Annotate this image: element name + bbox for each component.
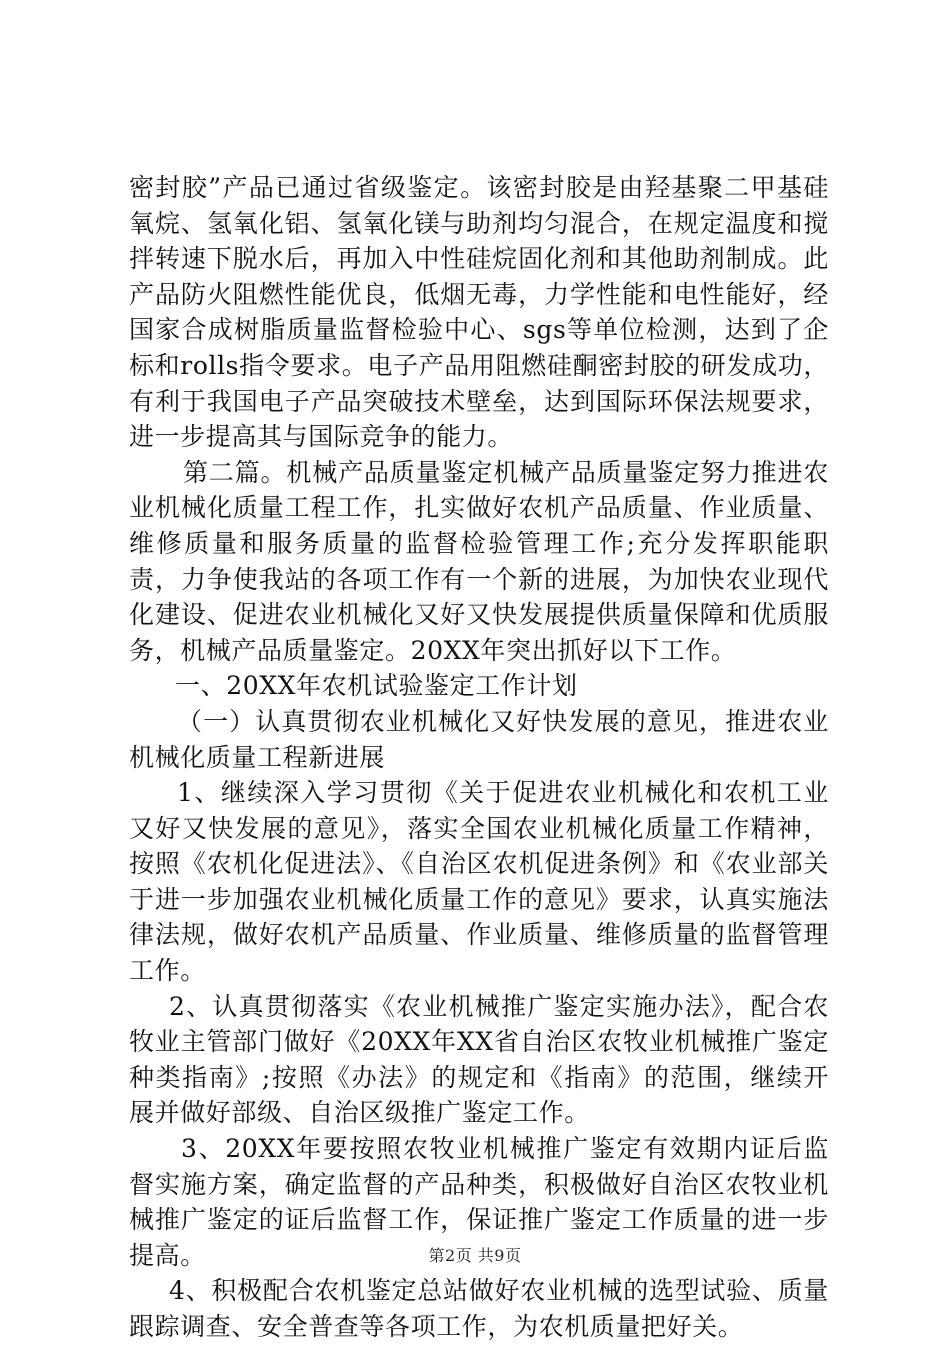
list-item-2: 2、认真贯彻落实《农业机械推广鉴定实施办法》，配合农牧业主管部门做好《20XX年XX省自治区农牧业机械推广鉴定种类指南》;按照《办法》的规定和《指南》的范围，继续开展并做好部级、自治区级推广鉴定工作。 [129, 991, 829, 1128]
paragraph-second-article-intro: 第二篇。机械产品质量鉴定机械产品质量鉴定努力推进农业机械化质量工程工作，扎实做好农机产品质量、作业质量、维修质量和服务质量的监督检验管理工作;充分发挥职能职责，力争使我站的各项工作有一个新的进展，为加快农业现代化建设、促进农业机械化又好又快发展提供质量保障和优质服务，机械产品质量鉴定。20XX年突出抓好以下工作。 [129, 457, 829, 665]
list-item-1: 1、继续深入学习贯彻《关于促进农业机械化和农机工业又好又快发展的意见》，落实全国农业机械化质量工作精神，按照《农机化促进法》、《自治区农机促进条例》和《农业部关于进一步加强农业机械化质量工作的意见》要求，认真实施法律法规，做好农机产品质量、作业质量、维修质量的监督管理工作。 [129, 778, 829, 986]
page-number-footer: 第2页 共9页 [428, 1246, 522, 1265]
section-heading-work-plan: 一、20XX年农机试验鉴定工作计划 [175, 671, 578, 701]
list-item-4: 4、积极配合农机鉴定总站做好农业机械的选型试验、质量跟踪调查、安全普查等各项工作，为农机质量把好关。 [129, 1276, 829, 1341]
subsection-heading-one: （一）认真贯彻农业机械化又好快发展的意见，推进农业机械化质量工程新进展 [129, 706, 829, 772]
document-body [129, 170, 829, 1345]
list-item-3: 3、20XX年要按照农牧业机械推广鉴定有效期内证后监督实施方案，确定监督的产品种类，积极做好自治区农牧业机械推广鉴定的证后监督工作，保证推广鉴定工作质量的进一步提高。 [129, 1134, 829, 1270]
paragraph-sealant-description: 密封胶”产品已通过省级鉴定。该密封胶是由羟基聚二甲基硅氧烷、氢氧化铝、氢氧化镁与助剂均匀混合，在规定温度和搅拌转速下脱水后，再加入中性硅烷固化剂和其他助剂制成。此产品防火阻燃性能优良，低烟无毒，力学性能和电性能好，经国家合成树脂质量监督检验中心、sgs等单位检测，达到了企标和rolls指令要求。电子产品用阻燃硅酮密封胶的研发成功，有利于我国电子产品突破技术壁垒，达到国际环保法规要求，进一步提高其与国际竞争的能力。 [129, 173, 829, 452]
